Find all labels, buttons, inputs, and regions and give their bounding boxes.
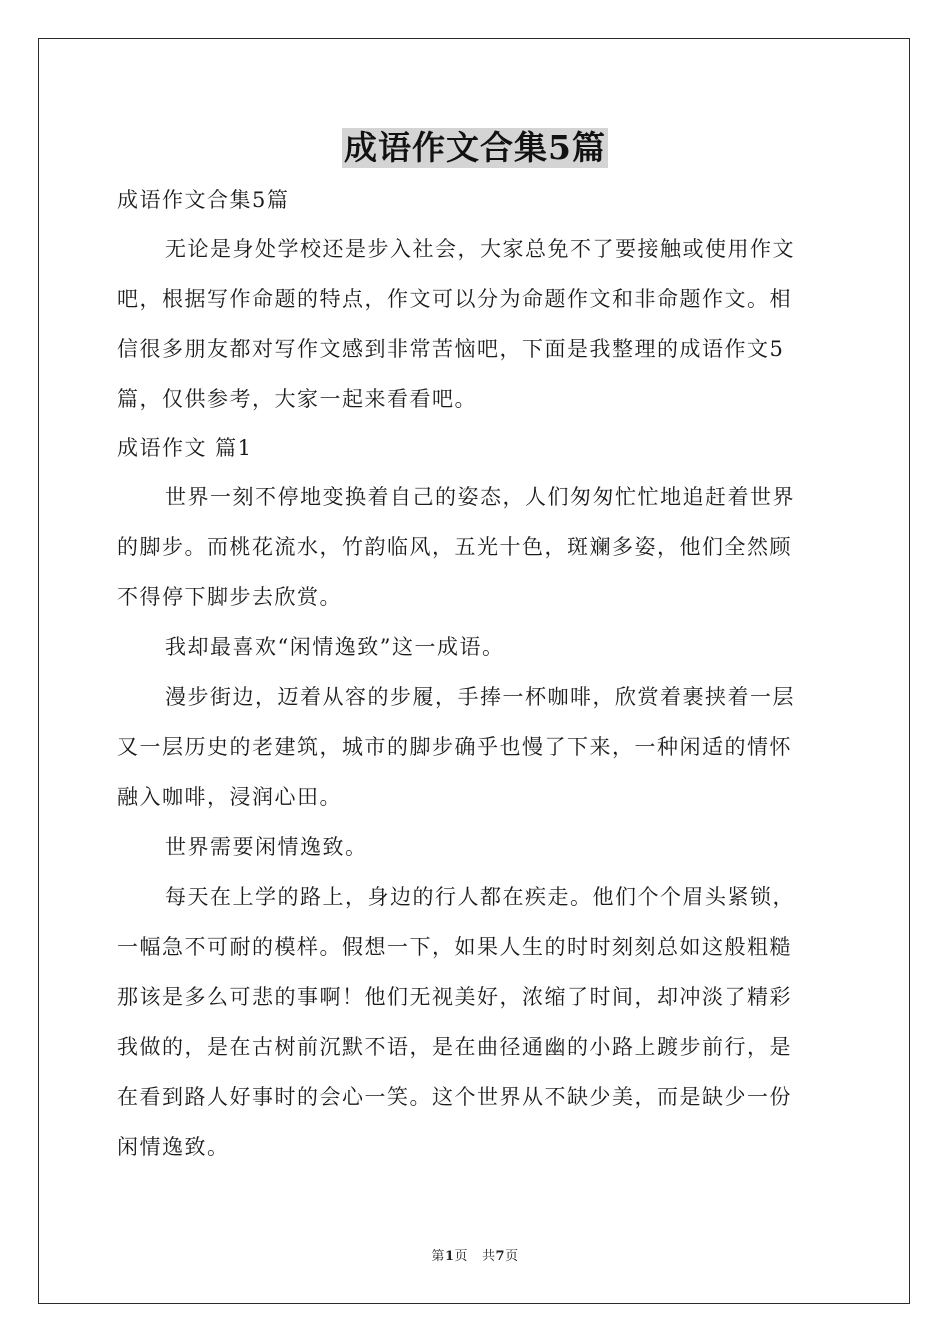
total-label-suffix: 页 <box>505 1249 519 1264</box>
paragraph-line: 信很多朋友都对写作文感到非常苦恼吧，下面是我整理的成语作文5 <box>117 337 785 361</box>
page-label-suffix: 页 <box>454 1249 468 1264</box>
document-body <box>117 176 833 1172</box>
paragraph-line: 我却最喜欢“闲情逸致”这一成语。 <box>165 635 505 659</box>
essay-paragraph <box>117 672 833 822</box>
section-heading: 成语作文 篇1 <box>117 436 253 460</box>
total-page-count: 7 <box>495 1249 506 1264</box>
paragraph-line: 无论是身处学校还是步入社会，大家总免不了要接触或使用作文 <box>165 237 795 261</box>
paragraph-line: 闲情逸致。 <box>117 1135 230 1159</box>
title-container <box>0 128 950 168</box>
document-subtitle: 成语作文合集5篇 <box>117 188 290 212</box>
essay-paragraph <box>117 622 833 672</box>
paragraph-line: 那该是多么可悲的事啊！他们无视美好，浓缩了时间，却冲淡了精彩 <box>117 985 792 1009</box>
paragraph-line: 我做的，是在古树前沉默不语，是在曲径通幽的小路上踱步前行，是 <box>117 1035 792 1059</box>
total-label-prefix: 共 <box>482 1249 496 1264</box>
paragraph-line: 一幅急不可耐的模样。假想一下，如果人生的时时刻刻总如这般粗糙 <box>117 935 792 959</box>
document-title: 成语作文合集5篇 <box>344 128 606 167</box>
paragraph-line: 不得停下脚步去欣赏。 <box>117 585 342 609</box>
current-page-number: 1 <box>444 1249 455 1264</box>
paragraph-line: 吧，根据写作命题的特点，作文可以分为命题作文和非命题作文。相 <box>117 287 792 311</box>
essay-paragraph <box>117 822 833 872</box>
paragraph-line: 每天在上学的路上，身边的行人都在疾走。他们个个眉头紧锁， <box>165 885 795 909</box>
paragraph-line: 漫步街边，迈着从容的步履，手捧一杯咖啡，欣赏着裹挟着一层 <box>165 685 795 709</box>
paragraph-line: 融入咖啡，浸润心田。 <box>117 785 342 809</box>
essay-paragraph <box>117 872 833 1172</box>
page-label-prefix: 第 <box>431 1249 445 1264</box>
paragraph-line: 世界需要闲情逸致。 <box>165 835 368 859</box>
paragraph-line: 的脚步。而桃花流水，竹韵临风，五光十色，斑斓多姿，他们全然顾 <box>117 535 792 559</box>
intro-paragraph <box>117 224 833 424</box>
paragraph-line: 在看到路人好事时的会心一笑。这个世界从不缺少美，而是缺少一份 <box>117 1085 792 1109</box>
paragraph-line: 又一层历史的老建筑，城市的脚步确乎也慢了下来，一种闲适的情怀 <box>117 735 792 759</box>
paragraph-line: 世界一刻不停地变换着自己的姿态，人们匆匆忙忙地追赶着世界 <box>165 485 795 509</box>
paragraph-line: 篇，仅供参考，大家一起来看看吧。 <box>117 387 477 411</box>
essay-paragraph <box>117 472 833 622</box>
page-footer <box>0 1245 950 1264</box>
